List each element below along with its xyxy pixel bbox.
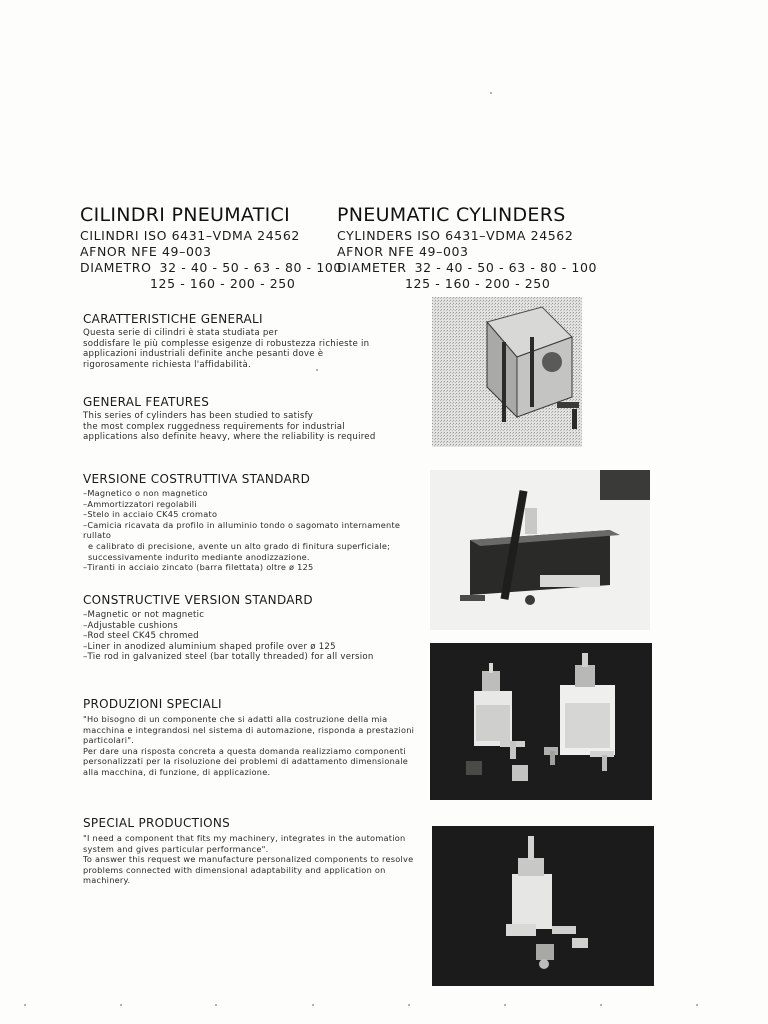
diameter-values-english-2: 125 - 160 - 200 - 250 bbox=[405, 276, 551, 291]
body-line: Per dare una risposta concreta a questa domanda realizziamo componenti bbox=[83, 745, 406, 756]
photo-special-components bbox=[430, 643, 652, 800]
section-heading: GENERAL FEATURES bbox=[83, 395, 210, 409]
diameter-row-italian bbox=[80, 260, 342, 276]
body-line: "Ho bisogno di un componente che si adatti alla costruzione della mia bbox=[83, 714, 388, 724]
section-special-productions bbox=[83, 816, 428, 886]
section-body bbox=[83, 411, 423, 443]
section-general-features bbox=[83, 395, 423, 443]
body-line: –Tie rod in galvanized steel (bar totally threaded) for all version bbox=[83, 652, 374, 663]
diameter-label-english: DIAMETER bbox=[337, 260, 407, 275]
section-heading: CARATTERISTICHE GENERALI bbox=[83, 312, 263, 326]
body-line: –Magnetico o non magnetico bbox=[83, 488, 208, 498]
standards-english: CYLINDERS ISO 6431–VDMA 24562 bbox=[337, 228, 574, 243]
scan-speck bbox=[120, 1004, 122, 1006]
scan-speck bbox=[600, 1004, 602, 1006]
section-heading: VERSIONE COSTRUTTIVA STANDARD bbox=[83, 472, 311, 486]
diameter-values-italian: 32 - 40 - 50 - 63 - 80 - 100 bbox=[159, 260, 342, 275]
scan-speck bbox=[215, 1004, 217, 1006]
section-versione-costruttiva bbox=[83, 472, 428, 573]
header-english bbox=[337, 204, 597, 292]
section-heading: PRODUZIONI SPECIALI bbox=[83, 697, 222, 711]
afnor-english: AFNOR NFE 49–003 bbox=[337, 244, 469, 259]
body-line: –Adjustable cushions bbox=[83, 620, 178, 631]
section-caratteristiche bbox=[83, 312, 423, 370]
body-line: e calibrato di precisione, avente un alto grado di finitura superficiale; bbox=[88, 540, 391, 551]
section-body bbox=[83, 833, 428, 886]
section-heading: SPECIAL PRODUCTIONS bbox=[83, 816, 231, 830]
scan-speck bbox=[312, 1004, 314, 1006]
body-line: problems connected with dimensional adaptability and application on bbox=[83, 864, 386, 875]
section-body bbox=[83, 488, 428, 573]
scan-speck bbox=[408, 1004, 410, 1006]
body-line: system and gives particular performance". bbox=[83, 843, 269, 854]
diameter-values-italian-2: 125 - 160 - 200 - 250 bbox=[150, 276, 296, 291]
scan-speck bbox=[316, 369, 318, 371]
body-line: To answer this request we manufacture personalized components to resolve bbox=[83, 854, 414, 865]
body-line: successivamente indurito mediante anodizzazione. bbox=[88, 551, 310, 562]
body-line: the most complex ruggedness requirements for industrial bbox=[83, 421, 345, 432]
body-line: macchina e integrandosi nel sistema di automazione, risponda a prestazioni bbox=[83, 724, 415, 735]
body-line: –Tiranti in acciaio zincato (barra filettata) oltre ø 125 bbox=[83, 562, 314, 573]
body-line: soddisfare le più complesse esigenze di robustezza richieste in bbox=[83, 338, 370, 349]
body-line: machinery. bbox=[83, 875, 131, 886]
body-line: "I need a component that fits my machinery, integrates in the automation bbox=[83, 833, 406, 843]
section-constructive-version bbox=[83, 593, 428, 663]
body-line: –Ammortizzatori regolabili bbox=[83, 498, 197, 509]
afnor-italian: AFNOR NFE 49–003 bbox=[80, 244, 212, 259]
standards-italian: CILINDRI ISO 6431–VDMA 24562 bbox=[80, 228, 300, 243]
body-line: applicazioni industriali definite anche pesanti dove è bbox=[83, 349, 324, 360]
diameter-row-english bbox=[337, 260, 597, 276]
body-line: –Liner in anodized aluminium shaped profile over ø 125 bbox=[83, 641, 336, 652]
body-line: This series of cylinders has been studied to satisfy bbox=[83, 411, 314, 421]
photo-cylinder-brackets bbox=[432, 297, 582, 447]
body-line: alla macchina, di funzione, di applicazione. bbox=[83, 766, 271, 777]
section-body bbox=[83, 610, 428, 663]
body-line: –Camicia ricavata da profilo in alluminio tondo o sagomato internamente rullato bbox=[83, 519, 401, 541]
scan-speck bbox=[24, 1004, 26, 1006]
body-line: –Magnetic or not magnetic bbox=[83, 610, 205, 620]
section-body bbox=[83, 714, 428, 778]
photo-special-cylinders bbox=[432, 826, 654, 986]
body-line: particolari". bbox=[83, 735, 135, 746]
scan-speck bbox=[696, 1004, 698, 1006]
photo-cylinder-assembly bbox=[430, 470, 650, 630]
body-line: personalizzati per la risoluzione dei problemi di adattamento dimensionale bbox=[83, 756, 409, 767]
section-body bbox=[83, 328, 423, 370]
section-produzioni-speciali bbox=[83, 697, 428, 778]
body-line: –Rod steel CK45 chromed bbox=[83, 631, 199, 642]
body-line: –Stelo in acciaio CK45 cromato bbox=[83, 509, 218, 520]
title-english: PNEUMATIC CYLINDERS bbox=[337, 204, 566, 226]
body-line: Questa serie di cilindri è stata studiata per bbox=[83, 328, 278, 338]
scan-speck bbox=[490, 92, 492, 94]
body-line: rigorosamente richiesta l'affidabilità. bbox=[83, 359, 251, 370]
diameter-values-english: 32 - 40 - 50 - 63 - 80 - 100 bbox=[414, 260, 598, 275]
scan-speck bbox=[504, 1004, 506, 1006]
header-italian bbox=[80, 204, 342, 292]
section-heading: CONSTRUCTIVE VERSION STANDARD bbox=[83, 593, 313, 607]
diameter-label-italian: DIAMETRO bbox=[80, 260, 152, 275]
title-italian: CILINDRI PNEUMATICI bbox=[80, 204, 291, 226]
body-line: applications also definite heavy, where the reliability is required bbox=[83, 432, 376, 443]
